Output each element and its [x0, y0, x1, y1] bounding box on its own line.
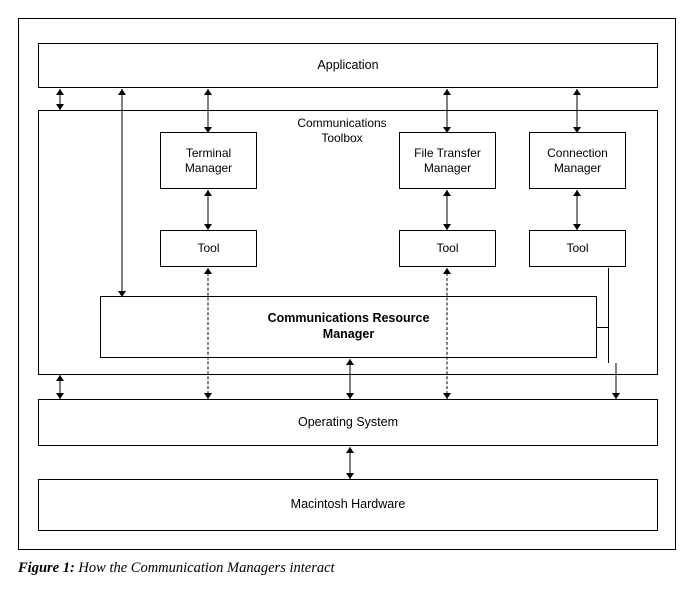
arrow-operating-system-hardware — [344, 447, 356, 479]
arrow-application-connection-manager — [571, 89, 583, 133]
figure-caption — [18, 560, 676, 577]
arrow-connection-manager-tool — [571, 190, 583, 230]
macintosh-hardware-box — [38, 479, 658, 531]
terminal-tool-label: Tool — [197, 241, 220, 255]
connection-manager-label-line2: Manager — [553, 160, 602, 175]
communications-resource-manager-box — [100, 296, 597, 358]
application-box — [38, 43, 658, 88]
arrow-application-crm-left — [116, 89, 128, 297]
application-label: Application — [317, 57, 379, 72]
arrow-application-terminal-manager — [202, 89, 214, 133]
figure-caption-text: How the Communication Managers interact — [78, 560, 335, 576]
arrow-file-transfer-manager-tool — [441, 190, 453, 230]
communications-toolbox-label — [262, 116, 422, 146]
connection-tool-box — [529, 230, 626, 267]
connection-manager-box — [529, 132, 626, 189]
file-transfer-manager-label-line2: Manager — [423, 160, 472, 175]
arrow-terminal-tool-crm-dashed — [202, 268, 214, 399]
figure-caption-label: Figure 1: — [18, 560, 75, 576]
connection-tool-label: Tool — [566, 241, 589, 255]
file-transfer-tool-label: Tool — [436, 241, 459, 255]
communications-toolbox-label-line2: Toolbox — [321, 131, 363, 145]
arrow-application-toolbox-left — [54, 89, 66, 110]
connection-manager-label-line1: Connection — [547, 145, 608, 160]
communications-toolbox-label-line1: Communications — [297, 116, 387, 130]
communications-resource-manager-label-line2: Manager — [322, 327, 375, 341]
file-transfer-manager-label-line1: File Transfer — [414, 145, 481, 160]
arrow-file-transfer-tool-crm-dashed — [441, 268, 453, 399]
connector-connection-tool-crm-vertical — [608, 268, 609, 363]
arrow-crm-operating-system-center — [344, 359, 356, 399]
file-transfer-tool-box — [399, 230, 496, 267]
arrow-toolbox-operating-system-left — [54, 375, 66, 399]
connector-connection-tool-crm-horizontal — [597, 327, 609, 328]
terminal-tool-box — [160, 230, 257, 267]
arrow-terminal-manager-tool — [202, 190, 214, 230]
communications-resource-manager-label-line1: Communications Resource — [267, 311, 430, 326]
terminal-manager-label-line2: Manager — [184, 160, 233, 175]
arrow-toolbox-operating-system-right — [610, 363, 622, 399]
macintosh-hardware-label: Macintosh Hardware — [290, 497, 406, 512]
operating-system-label: Operating System — [297, 414, 399, 429]
terminal-manager-box — [160, 132, 257, 189]
operating-system-box — [38, 399, 658, 446]
arrow-application-file-transfer-manager — [441, 89, 453, 133]
file-transfer-manager-box — [399, 132, 496, 189]
terminal-manager-label-line1: Terminal — [185, 145, 232, 160]
